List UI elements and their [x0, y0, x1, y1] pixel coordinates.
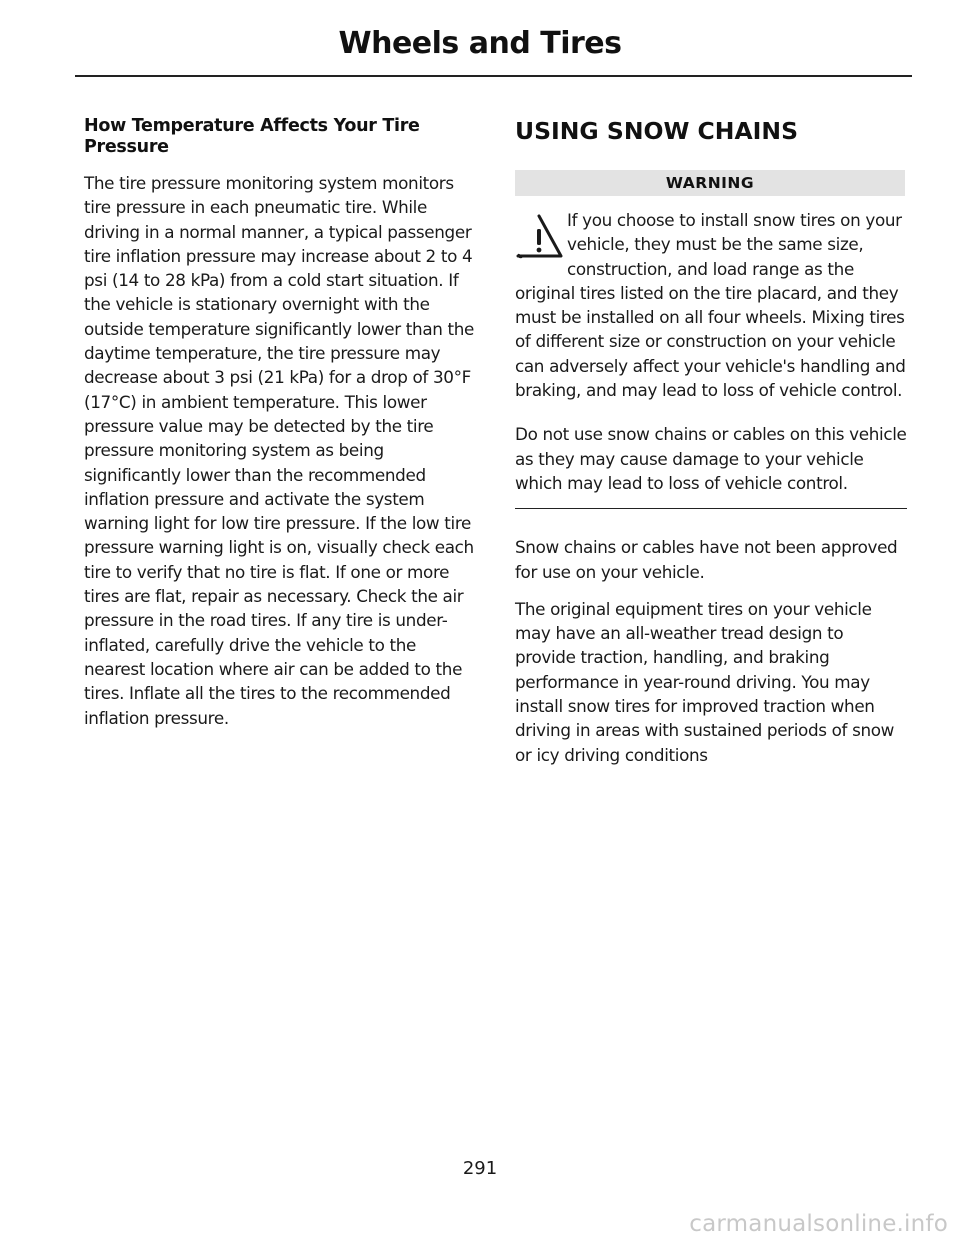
page-header-title: Wheels and Tires [338, 26, 622, 61]
warning-paragraph-snow-chains: Do not use snow chains or cables on this vehicle as they may cause damage to your vehicle which may lead to loss of vehicle control. [515, 424, 907, 493]
warning-end-rule [515, 508, 907, 509]
page-number: 291 [462, 1158, 498, 1179]
left-column [84, 116, 476, 743]
watermark: carmanualsonline.info [689, 1211, 948, 1237]
right-column [515, 116, 907, 780]
header-divider [75, 75, 912, 77]
warning-block [515, 208, 907, 509]
warning-paragraph-snow-tires: If you choose to install snow tires on your vehicle, they must be the same size, construction, and load range as the original tires listed on the tire placard, and they must be installed on all four wheels. Mixing tires of different size or construction on your vehicle can adversely affect your vehicle's handling and braking, and may lead to loss of vehicle control. [515, 210, 906, 401]
warning-triangle-icon [513, 212, 567, 262]
warning-header: WARNING [515, 170, 905, 196]
temperature-paragraph: The tire pressure monitoring system monitors tire pressure in each pneumatic tire. While driving in a normal manner, a typical passenger tire inflation pressure may increase about 2 to 4 psi (14 to 28 kPa) from a cold start situation. If the vehicle is stationary overnight with the outside temperature significantly lower than the daytime temperature, the tire pressure may decrease about 3 psi (21 kPa) for a drop of 30°F (17°C) in ambient temperature. This lower pressure value may be detected by the tire pressure monitoring system as being significantly lower than the recommended inflation pressure and activate the system warning light for low tire pressure. If the low tire pressure warning light is on, visually check each tire to verify that no tire is flat. If one or more tires are flat, repair as necessary. Check the air pressure in the road tires. If any tire is under-inflated, carefully drive the vehicle to the nearest location where air can be added to the tires. Inflate all the tires to the recommended inflation pressure. [84, 173, 475, 728]
subheading-temperature: How Temperature Affects Your Tire Pressure [84, 116, 420, 157]
original-tires-paragraph: The original equipment tires on your vehicle may have an all-weather tread design to provide traction, handling, and braking performance in year-round driving. You may install snow tires for improved traction when driving in areas with sustained periods of snow or icy driving conditions [515, 598, 895, 765]
section-title-snow-chains: USING SNOW CHAINS [515, 117, 798, 145]
chains-not-approved-paragraph: Snow chains or cables have not been approved for use on your vehicle. [515, 537, 898, 582]
